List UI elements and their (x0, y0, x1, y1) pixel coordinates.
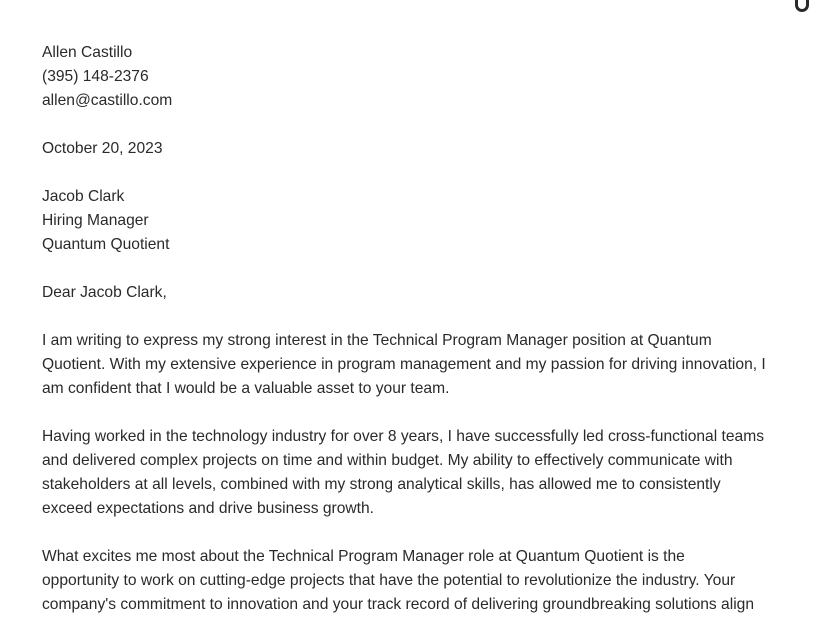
paragraph-motivation (42, 545, 794, 617)
sender-email: allen@castillo.com (42, 92, 173, 109)
paragraph-line: am confident that I would be a valuable asset to your team. (42, 380, 450, 397)
recipient-block (42, 185, 802, 257)
paragraph-line: Quotient. With my extensive experience in program management and my passion for driving innovation, I (42, 356, 766, 373)
sender-phone: (395) 148-2376 (42, 68, 149, 85)
paragraph-line: stakeholders at all levels, combined with my strong analytical skills, has allowed me to consistently (42, 476, 721, 493)
paragraph-line: opportunity to work on cutting-edge projects that have the potential to revolutionize the industry. Your (42, 572, 736, 589)
cover-letter (42, 41, 802, 641)
date-block (42, 137, 802, 161)
salutation-block (42, 281, 802, 305)
paragraph-line: I am writing to express my strong interest in the Technical Program Manager position at Quantum (42, 332, 712, 349)
paragraph-intro (42, 329, 794, 401)
paragraph-experience (42, 425, 794, 521)
recipient-title: Hiring Manager (42, 212, 149, 229)
paragraph-line: and delivered complex projects on time and within budget. My ability to effectively communicate with (42, 452, 733, 469)
recipient-company: Quantum Quotient (42, 236, 170, 253)
salutation: Dear Jacob Clark, (42, 284, 167, 301)
sender-block (42, 41, 802, 113)
paragraph-line: Having worked in the technology industry for over 8 years, I have successfully led cross-functional teams (42, 428, 764, 445)
partial-u-glyph-icon (795, 0, 809, 12)
paragraph-line: company's commitment to innovation and your track record of delivering groundbreaking solutions align (42, 596, 755, 613)
paragraph-line: exceed expectations and drive business growth. (42, 500, 374, 517)
paragraph-line: What excites me most about the Technical Program Manager role at Quantum Quotient is the (42, 548, 685, 565)
recipient-name: Jacob Clark (42, 188, 125, 205)
sender-name: Allen Castillo (42, 44, 133, 61)
letter-date: October 20, 2023 (42, 140, 163, 157)
